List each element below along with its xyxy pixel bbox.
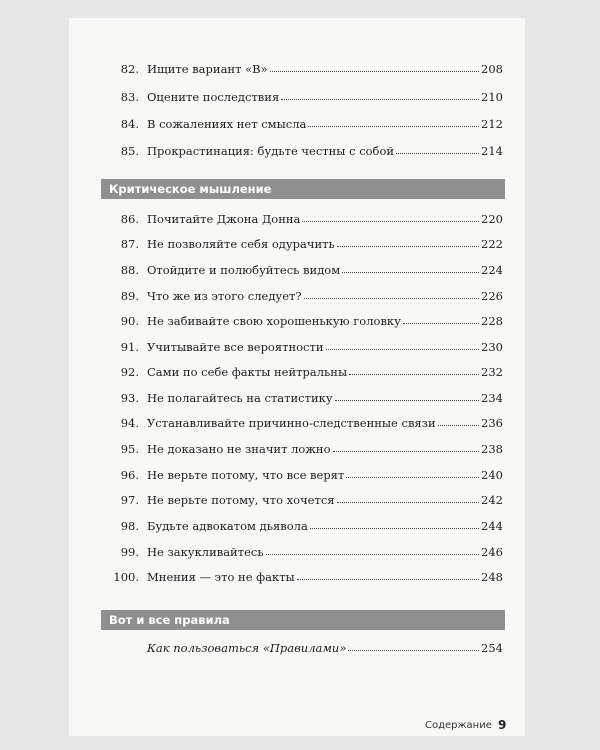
dot-leader xyxy=(335,400,479,401)
toc-entry-title: Почитайте Джона Донна xyxy=(147,212,301,226)
dot-leader xyxy=(333,451,480,452)
toc-entry-number: 82. xyxy=(120,62,139,76)
toc-entry-number: 98. xyxy=(120,519,139,533)
dot-leader xyxy=(297,579,479,580)
toc-entry-title: В сожалениях нет смысла xyxy=(147,117,307,131)
toc-entry-94 xyxy=(115,416,503,430)
dot-leader xyxy=(348,650,479,651)
toc-entry-page: 246 xyxy=(481,545,503,559)
toc-entry-title: Будьте адвокатом дьявола xyxy=(147,519,308,533)
toc-entry-page: 230 xyxy=(481,340,503,354)
toc-entry-page: 208 xyxy=(481,62,503,76)
toc-entry-page: 212 xyxy=(481,117,503,131)
toc-entry-92 xyxy=(115,365,503,379)
toc-entry-100 xyxy=(107,570,503,584)
toc-entry-number: 95. xyxy=(120,442,139,456)
toc-entry-number: 93. xyxy=(120,391,139,405)
dot-leader xyxy=(266,554,479,555)
toc-entry-95 xyxy=(115,442,503,456)
toc-entry-page: 254 xyxy=(481,641,503,655)
toc-entry-99 xyxy=(115,545,503,559)
toc-entry-page: 228 xyxy=(481,314,503,328)
toc-entry-page: 210 xyxy=(481,90,503,104)
dot-leader xyxy=(396,153,479,154)
toc-entry-number: 91. xyxy=(120,340,139,354)
toc-entry-title: Отойдите и полюбуйтесь видом xyxy=(147,263,341,277)
toc-entry-title: Мнения — это не факты xyxy=(147,570,295,584)
dot-leader xyxy=(337,246,479,247)
dot-leader xyxy=(308,126,479,127)
toc-entry-number: 90. xyxy=(120,314,139,328)
toc-entry-98 xyxy=(115,519,503,533)
toc-entry-page: 214 xyxy=(481,144,503,158)
toc-entry-title: Устанавливайте причинно-следственные связи xyxy=(147,416,436,430)
toc-entry-page: 244 xyxy=(481,519,503,533)
toc-entry-page: 224 xyxy=(481,263,503,277)
toc-entry-title: Не закукливайтесь xyxy=(147,545,264,559)
section-heading-critical-thinking: Критическое мышление xyxy=(101,179,505,199)
dot-leader xyxy=(342,272,479,273)
toc-entry-97 xyxy=(115,493,503,507)
toc-entry-91 xyxy=(115,340,503,354)
dot-leader xyxy=(326,349,480,350)
toc-entry-page: 226 xyxy=(481,289,503,303)
toc-entry-number: 92. xyxy=(120,365,139,379)
toc-entry-number: 87. xyxy=(120,237,139,251)
toc-entry-title: Сами по себе факты нейтральны xyxy=(147,365,348,379)
toc-entry-number: 84. xyxy=(120,117,139,131)
dot-leader xyxy=(281,99,479,100)
toc-entry-page: 234 xyxy=(481,391,503,405)
dot-leader xyxy=(346,477,479,478)
toc-entry-87 xyxy=(115,237,503,251)
toc-entry-title: Что же из этого следует? xyxy=(147,289,302,303)
toc-entry-title: Не верьте потому, что все верят xyxy=(147,468,345,482)
toc-entry-page: 232 xyxy=(481,365,503,379)
toc-entry-title: Прокрастинация: будьте честны с собой xyxy=(147,144,395,158)
toc-entry-title: Ищите вариант «В» xyxy=(147,62,268,76)
toc-entry-number: 85. xyxy=(120,144,139,158)
toc-entry-page: 220 xyxy=(481,212,503,226)
toc-entry-number: 86. xyxy=(120,212,139,226)
toc-entry-how-to-use xyxy=(147,641,503,655)
toc-entry-page: 240 xyxy=(481,468,503,482)
toc-entry-title: Не доказано не значит ложно xyxy=(147,442,331,456)
toc-entry-96 xyxy=(115,468,503,482)
dot-leader xyxy=(349,374,479,375)
dot-leader xyxy=(438,425,479,426)
toc-entry-83 xyxy=(115,90,503,104)
dot-leader xyxy=(304,298,480,299)
toc-entry-title: Не полагайтесь на статистику xyxy=(147,391,333,405)
dot-leader xyxy=(403,323,479,324)
toc-entry-title: Как пользоваться «Правилами» xyxy=(147,641,347,655)
toc-entry-number: 94. xyxy=(120,416,139,430)
toc-entry-title: Не забивайте свою хорошенькую головку xyxy=(147,314,401,328)
page-number: 9 xyxy=(498,718,507,732)
toc-entry-page: 248 xyxy=(481,570,503,584)
dot-leader xyxy=(302,221,479,222)
toc-entry-90 xyxy=(115,314,503,328)
toc-entry-88 xyxy=(115,263,503,277)
toc-entry-page: 222 xyxy=(481,237,503,251)
dot-leader xyxy=(310,528,479,529)
toc-entry-number: 89. xyxy=(120,289,139,303)
toc-entry-number: 96. xyxy=(120,468,139,482)
toc-entry-page: 238 xyxy=(481,442,503,456)
toc-entry-page: 236 xyxy=(481,416,503,430)
toc-entry-title: Учитывайте все вероятности xyxy=(147,340,324,354)
toc-entry-93 xyxy=(115,391,503,405)
dot-leader xyxy=(337,502,480,503)
toc-entry-number: 88. xyxy=(120,263,139,277)
toc-entry-85 xyxy=(115,144,503,158)
toc-entry-title: Не позволяйте себя одурачить xyxy=(147,237,335,251)
toc-entry-number: 99. xyxy=(120,545,139,559)
toc-entry-86 xyxy=(115,212,503,226)
section-heading-final-rules: Вот и все правила xyxy=(101,610,505,630)
toc-entry-number: 97. xyxy=(120,493,139,507)
toc-entry-89 xyxy=(115,289,503,303)
running-footer-label: Содержание xyxy=(425,720,492,731)
toc-entry-number: 83. xyxy=(120,90,139,104)
toc-entry-84 xyxy=(115,117,503,131)
toc-entry-number: 100. xyxy=(113,570,139,584)
toc-entry-title: Не верьте потому, что хочется xyxy=(147,493,335,507)
toc-entry-title: Оцените последствия xyxy=(147,90,280,104)
toc-entry-page: 242 xyxy=(481,493,503,507)
toc-entry-82 xyxy=(115,62,503,76)
dot-leader xyxy=(270,71,479,72)
